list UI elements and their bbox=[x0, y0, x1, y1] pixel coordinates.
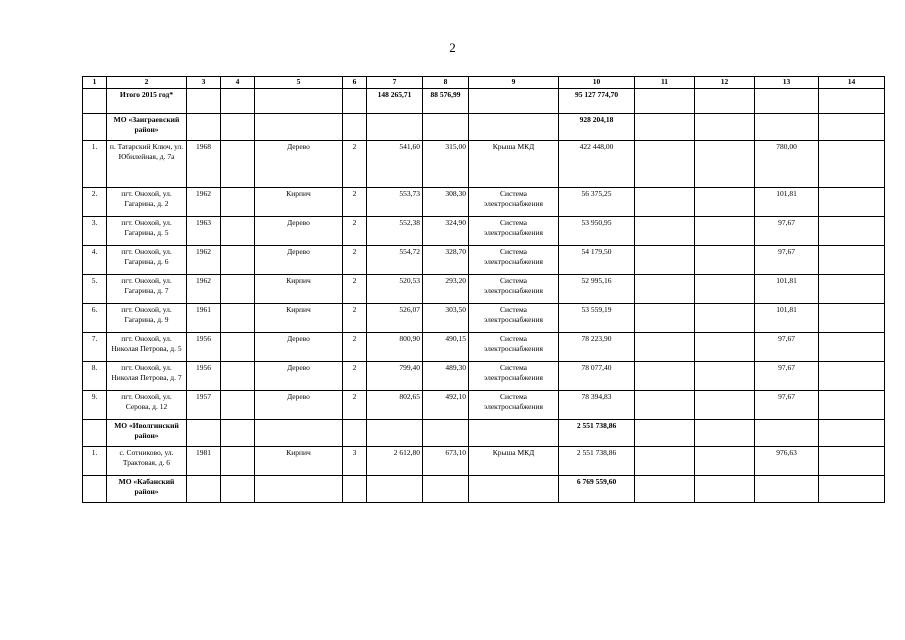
cell-empty bbox=[635, 420, 695, 447]
cell-empty bbox=[635, 246, 695, 275]
cell-empty bbox=[423, 114, 469, 141]
column-number-7: 7 bbox=[367, 77, 423, 89]
column-number-14: 14 bbox=[819, 77, 885, 89]
cell-empty bbox=[423, 420, 469, 447]
row-material: Дерево bbox=[255, 141, 343, 188]
cell-empty bbox=[367, 476, 423, 503]
row-material: Кирпич bbox=[255, 188, 343, 217]
row-address: пгт. Онохой, ул. Николая Петрова, д. 7 bbox=[107, 362, 187, 391]
row-area-total: 2 612,80 bbox=[367, 447, 423, 476]
row-year: 1956 bbox=[187, 362, 221, 391]
row-year: 1981 bbox=[187, 447, 221, 476]
cell-empty bbox=[695, 420, 755, 447]
cell-empty bbox=[819, 362, 885, 391]
row-material: Дерево bbox=[255, 217, 343, 246]
row-work-type: Крыша МКД bbox=[469, 447, 559, 476]
column-number-2: 2 bbox=[107, 77, 187, 89]
row-area-total: 552,38 bbox=[367, 217, 423, 246]
cell-empty bbox=[819, 246, 885, 275]
row-material: Дерево bbox=[255, 391, 343, 420]
cell-empty bbox=[695, 89, 755, 114]
row-cost: 78 394,83 bbox=[559, 391, 635, 420]
row-area-living: 315,00 bbox=[423, 141, 469, 188]
cell-empty bbox=[343, 420, 367, 447]
row-work-type: Система электроснабжения bbox=[469, 333, 559, 362]
cell-empty bbox=[187, 476, 221, 503]
row-work-type: Система электроснабжения bbox=[469, 246, 559, 275]
row-floors: 2 bbox=[343, 141, 367, 188]
cell-empty bbox=[83, 89, 107, 114]
row-cost: 78 077,40 bbox=[559, 362, 635, 391]
cell-empty bbox=[343, 476, 367, 503]
table-row bbox=[83, 304, 885, 333]
row-year: 1961 bbox=[187, 304, 221, 333]
table-row bbox=[83, 246, 885, 275]
cell-empty bbox=[755, 476, 819, 503]
column-number-11: 11 bbox=[635, 77, 695, 89]
cell-empty bbox=[221, 391, 255, 420]
row-material: Дерево bbox=[255, 246, 343, 275]
row-work-type: Система электроснабжения bbox=[469, 217, 559, 246]
cell-empty bbox=[221, 141, 255, 188]
group-header-row bbox=[83, 420, 885, 447]
row-address: пгт. Онохой, ул. Гагарина, д. 7 bbox=[107, 275, 187, 304]
cell-empty bbox=[635, 391, 695, 420]
cell-empty bbox=[221, 476, 255, 503]
cell-empty bbox=[819, 476, 885, 503]
total-row bbox=[83, 89, 885, 114]
row-unit-cost: 780,00 bbox=[755, 141, 819, 188]
cell-empty bbox=[83, 114, 107, 141]
row-number: 2. bbox=[83, 188, 107, 217]
group-cost: 6 769 559,60 bbox=[559, 476, 635, 503]
row-year: 1962 bbox=[187, 246, 221, 275]
row-material: Дерево bbox=[255, 362, 343, 391]
row-material: Дерево bbox=[255, 333, 343, 362]
table-row bbox=[83, 275, 885, 304]
group-cost: 928 204,18 bbox=[559, 114, 635, 141]
column-number-6: 6 bbox=[343, 77, 367, 89]
cell-empty bbox=[819, 391, 885, 420]
cell-empty bbox=[819, 275, 885, 304]
row-year: 1968 bbox=[187, 141, 221, 188]
cell-empty bbox=[221, 188, 255, 217]
cell-empty bbox=[221, 275, 255, 304]
row-area-living: 489,30 bbox=[423, 362, 469, 391]
row-number: 7. bbox=[83, 333, 107, 362]
column-number-3: 3 bbox=[187, 77, 221, 89]
cell-empty bbox=[221, 420, 255, 447]
column-number-row bbox=[83, 77, 885, 89]
cell-empty bbox=[695, 304, 755, 333]
cell-empty bbox=[695, 246, 755, 275]
row-area-living: 324,90 bbox=[423, 217, 469, 246]
cell-empty bbox=[819, 89, 885, 114]
row-work-type: Система электроснабжения bbox=[469, 188, 559, 217]
cell-empty bbox=[255, 114, 343, 141]
row-number: 8. bbox=[83, 362, 107, 391]
row-year: 1957 bbox=[187, 391, 221, 420]
row-floors: 2 bbox=[343, 217, 367, 246]
row-floors: 3 bbox=[343, 447, 367, 476]
row-cost: 54 179,50 bbox=[559, 246, 635, 275]
row-material: Кирпич bbox=[255, 447, 343, 476]
table-row bbox=[83, 188, 885, 217]
row-unit-cost: 976,63 bbox=[755, 447, 819, 476]
cell-empty bbox=[695, 188, 755, 217]
group-header-row bbox=[83, 476, 885, 503]
row-address: пгт. Онохой, ул. Гагарина, д. 6 bbox=[107, 246, 187, 275]
row-cost: 78 223,90 bbox=[559, 333, 635, 362]
cell-empty bbox=[819, 217, 885, 246]
cell-empty bbox=[187, 89, 221, 114]
cell-empty bbox=[695, 447, 755, 476]
row-address: пгт. Онохой, ул. Николая Петрова, д. 5 bbox=[107, 333, 187, 362]
row-area-total: 800,90 bbox=[367, 333, 423, 362]
cell-empty bbox=[695, 275, 755, 304]
cell-empty bbox=[819, 333, 885, 362]
row-area-total: 554,72 bbox=[367, 246, 423, 275]
cell-empty bbox=[695, 362, 755, 391]
cell-empty bbox=[221, 447, 255, 476]
row-address: пгт. Онохой, ул. Гагарина, д. 9 bbox=[107, 304, 187, 333]
cell-empty bbox=[635, 447, 695, 476]
column-number-8: 8 bbox=[423, 77, 469, 89]
table-row bbox=[83, 362, 885, 391]
cell-empty bbox=[469, 420, 559, 447]
cell-empty bbox=[819, 420, 885, 447]
row-address: пгт. Онохой, ул. Гагарина, д. 2 bbox=[107, 188, 187, 217]
row-cost: 53 950,95 bbox=[559, 217, 635, 246]
row-floors: 2 bbox=[343, 362, 367, 391]
table-row bbox=[83, 447, 885, 476]
cell-empty bbox=[635, 188, 695, 217]
row-number: 6. bbox=[83, 304, 107, 333]
table-row bbox=[83, 391, 885, 420]
total-cost: 95 127 774,70 bbox=[559, 89, 635, 114]
row-floors: 2 bbox=[343, 188, 367, 217]
cell-empty bbox=[695, 114, 755, 141]
total-area-total: 148 265,71 bbox=[367, 89, 423, 114]
row-work-type: Система электроснабжения bbox=[469, 275, 559, 304]
cell-empty bbox=[755, 89, 819, 114]
cell-empty bbox=[221, 89, 255, 114]
column-number-10: 10 bbox=[559, 77, 635, 89]
row-area-living: 308,30 bbox=[423, 188, 469, 217]
cell-empty bbox=[221, 217, 255, 246]
cell-empty bbox=[367, 114, 423, 141]
row-cost: 56 375,25 bbox=[559, 188, 635, 217]
row-unit-cost: 97,67 bbox=[755, 333, 819, 362]
cell-empty bbox=[367, 420, 423, 447]
total-area-living: 88 576,99 bbox=[423, 89, 469, 114]
cell-empty bbox=[635, 141, 695, 188]
row-unit-cost: 97,67 bbox=[755, 362, 819, 391]
cell-empty bbox=[635, 362, 695, 391]
table-row bbox=[83, 141, 885, 188]
row-area-living: 328,70 bbox=[423, 246, 469, 275]
cell-empty bbox=[221, 304, 255, 333]
row-floors: 2 bbox=[343, 304, 367, 333]
column-number-5: 5 bbox=[255, 77, 343, 89]
cell-empty bbox=[221, 333, 255, 362]
cell-empty bbox=[469, 89, 559, 114]
row-year: 1962 bbox=[187, 275, 221, 304]
column-number-9: 9 bbox=[469, 77, 559, 89]
cell-empty bbox=[635, 217, 695, 246]
row-area-total: 526,07 bbox=[367, 304, 423, 333]
row-area-total: 520,53 bbox=[367, 275, 423, 304]
row-material: Кирпич bbox=[255, 275, 343, 304]
cell-empty bbox=[755, 114, 819, 141]
group-label: МО «Кабанский район» bbox=[107, 476, 187, 503]
cell-empty bbox=[755, 420, 819, 447]
row-year: 1956 bbox=[187, 333, 221, 362]
row-cost: 422 448,00 bbox=[559, 141, 635, 188]
data-table bbox=[82, 76, 885, 503]
row-year: 1962 bbox=[187, 188, 221, 217]
row-floors: 2 bbox=[343, 275, 367, 304]
cell-empty bbox=[255, 89, 343, 114]
cell-empty bbox=[819, 188, 885, 217]
column-number-4: 4 bbox=[221, 77, 255, 89]
row-work-type: Крыша МКД bbox=[469, 141, 559, 188]
row-area-living: 490,15 bbox=[423, 333, 469, 362]
row-address: с. Сотниково, ул. Трактовая, д. 6 bbox=[107, 447, 187, 476]
cell-empty bbox=[635, 333, 695, 362]
row-floors: 2 bbox=[343, 333, 367, 362]
cell-empty bbox=[343, 114, 367, 141]
row-number: 3. bbox=[83, 217, 107, 246]
row-area-total: 553,73 bbox=[367, 188, 423, 217]
cell-empty bbox=[819, 304, 885, 333]
cell-empty bbox=[255, 476, 343, 503]
cell-empty bbox=[469, 476, 559, 503]
table-row bbox=[83, 333, 885, 362]
column-number-13: 13 bbox=[755, 77, 819, 89]
row-unit-cost: 101,81 bbox=[755, 304, 819, 333]
cell-empty bbox=[695, 391, 755, 420]
cell-empty bbox=[469, 114, 559, 141]
row-number: 1. bbox=[83, 447, 107, 476]
cell-empty bbox=[635, 304, 695, 333]
row-unit-cost: 97,67 bbox=[755, 391, 819, 420]
group-label: МО «Иволгинский район» bbox=[107, 420, 187, 447]
row-number: 9. bbox=[83, 391, 107, 420]
table-row bbox=[83, 217, 885, 246]
row-number: 1. bbox=[83, 141, 107, 188]
row-area-total: 799,40 bbox=[367, 362, 423, 391]
cell-empty bbox=[221, 246, 255, 275]
row-cost: 53 559,19 bbox=[559, 304, 635, 333]
cell-empty bbox=[695, 141, 755, 188]
row-number: 5. bbox=[83, 275, 107, 304]
row-floors: 2 bbox=[343, 246, 367, 275]
row-area-total: 541,60 bbox=[367, 141, 423, 188]
row-address: пгт. Онохой, ул. Серова, д. 12 bbox=[107, 391, 187, 420]
row-unit-cost: 101,81 bbox=[755, 275, 819, 304]
cell-empty bbox=[83, 476, 107, 503]
cell-empty bbox=[819, 114, 885, 141]
row-material: Кирпич bbox=[255, 304, 343, 333]
cell-empty bbox=[187, 114, 221, 141]
cell-empty bbox=[221, 114, 255, 141]
row-unit-cost: 101,81 bbox=[755, 188, 819, 217]
group-label: МО «Заиграевский район» bbox=[107, 114, 187, 141]
total-label: Итого 2015 год* bbox=[107, 89, 187, 114]
row-work-type: Система электроснабжения bbox=[469, 362, 559, 391]
group-header-row bbox=[83, 114, 885, 141]
row-area-living: 492,10 bbox=[423, 391, 469, 420]
column-number-12: 12 bbox=[695, 77, 755, 89]
row-unit-cost: 97,67 bbox=[755, 246, 819, 275]
row-address: пгт. Онохой, ул. Гагарина, д. 5 bbox=[107, 217, 187, 246]
row-cost: 52 995,16 bbox=[559, 275, 635, 304]
cell-empty bbox=[695, 476, 755, 503]
row-floors: 2 bbox=[343, 391, 367, 420]
row-area-living: 293,20 bbox=[423, 275, 469, 304]
row-year: 1963 bbox=[187, 217, 221, 246]
cell-empty bbox=[255, 420, 343, 447]
row-area-living: 303,50 bbox=[423, 304, 469, 333]
row-work-type: Система электроснабжения bbox=[469, 391, 559, 420]
row-unit-cost: 97,67 bbox=[755, 217, 819, 246]
cell-empty bbox=[695, 217, 755, 246]
row-area-living: 673,10 bbox=[423, 447, 469, 476]
row-number: 4. bbox=[83, 246, 107, 275]
row-work-type: Система электроснабжения bbox=[469, 304, 559, 333]
cell-empty bbox=[221, 362, 255, 391]
cell-empty bbox=[187, 420, 221, 447]
cell-empty bbox=[635, 89, 695, 114]
column-number-1: 1 bbox=[83, 77, 107, 89]
table-body bbox=[83, 89, 885, 503]
cell-empty bbox=[819, 141, 885, 188]
cell-empty bbox=[83, 420, 107, 447]
cell-empty bbox=[695, 333, 755, 362]
cell-empty bbox=[343, 89, 367, 114]
cell-empty bbox=[635, 476, 695, 503]
row-area-total: 802,65 bbox=[367, 391, 423, 420]
row-cost: 2 551 738,86 bbox=[559, 447, 635, 476]
cell-empty bbox=[819, 447, 885, 476]
page-number: 2 bbox=[449, 40, 456, 55]
group-cost: 2 551 738,86 bbox=[559, 420, 635, 447]
row-address: п. Татарский Ключ, ул. Юбилейная, д. 7а bbox=[107, 141, 187, 188]
cell-empty bbox=[635, 275, 695, 304]
cell-empty bbox=[635, 114, 695, 141]
cell-empty bbox=[423, 476, 469, 503]
